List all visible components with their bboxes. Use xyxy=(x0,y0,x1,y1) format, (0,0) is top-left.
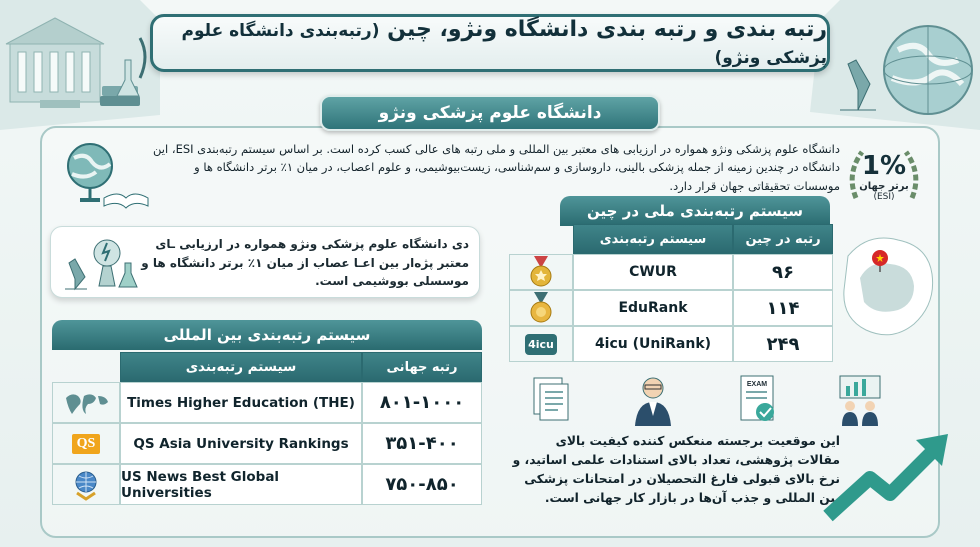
col-system-header: سیستم رتبه‌بندی xyxy=(120,352,362,382)
4icu-logo-text: 4icu xyxy=(525,334,557,355)
system-name: Times Higher Education (THE) xyxy=(120,382,362,423)
4icu-logo xyxy=(509,326,573,362)
col-rank-header: رتبه جهانی xyxy=(362,352,482,382)
rank-value: ۷۵۰-۸۵۰ xyxy=(362,464,482,505)
gold-medal-icon xyxy=(509,254,573,290)
exam-label: EXAM xyxy=(746,381,767,388)
rank-value: ۳۵۱-۴۰۰ xyxy=(362,423,482,464)
rank-value: ۸۰۱-۱۰۰۰ xyxy=(362,382,482,423)
table-row xyxy=(52,464,482,505)
header-spacer xyxy=(509,224,573,254)
top-one-percent-badge xyxy=(842,138,926,214)
international-ranking-table xyxy=(52,352,482,505)
rank-value: ۲۴۹ xyxy=(733,326,833,362)
china-map-icon xyxy=(838,226,938,346)
international-ranking-title: سیستم رتبه‌بندی بین المللی xyxy=(52,320,482,350)
documents-icon xyxy=(520,372,580,428)
professor-icon xyxy=(623,372,683,428)
header-spacer xyxy=(52,352,120,382)
laurel-wreath-icon xyxy=(842,138,926,214)
lab-equipment-icon xyxy=(59,233,147,293)
world-map-icon xyxy=(52,382,120,423)
table-row xyxy=(508,326,833,362)
university-building-illustration xyxy=(0,0,160,130)
globe-microscope-illustration xyxy=(810,0,980,130)
globe-award-icon xyxy=(52,464,120,505)
growth-arrow-icon xyxy=(820,420,960,530)
national-ranking-table xyxy=(508,224,833,362)
table-row xyxy=(52,382,482,423)
col-rank-header: رتبه در چین xyxy=(733,224,833,254)
rank-value: ۱۱۴ xyxy=(733,290,833,326)
silver-medal-icon xyxy=(509,290,573,326)
system-name: 4icu (UniRank) xyxy=(573,326,733,362)
national-header-row xyxy=(508,224,833,254)
system-name: CWUR xyxy=(573,254,733,290)
col-system-header: سیستم رتبه‌بندی xyxy=(573,224,733,254)
title-text: رتبه بندی و رتبه بندی دانشگاه ونژو، چین xyxy=(387,16,827,42)
conclusion-text: این موقعیت برجسته منعکس کننده کیفیت بالای مقالات پژوهشی، تعداد بالای استنادات علمی اساتید، و نرخ بالای قبولی فارغ التحصیلان در امتحانات پزشکی بین المللی و جذب آن‌ها در بازار کار جهانی است. xyxy=(512,434,840,506)
intro-paragraph: دانشگاه علوم پزشکی ونژو همواره در ارزیابی های معتبر بین المللی و ملی رتبه های عالی کسب کرده است. بر اساس سیستم رتبه‌بندی ESI، این دانشگاه در چندین زمینه از جمله پزشکی بالینی، داروسازی و سم‌شناسی، زیست‌بیوشیمی، و علوم اعصاب، در میان ۱٪ برتر دانشگاه ها و موسسات تحقیقاتی جهان قرار دارد. xyxy=(153,142,840,193)
summary-callout xyxy=(50,226,480,298)
badge-percent: 1% xyxy=(861,150,907,181)
table-row xyxy=(508,290,833,326)
badge-source: (ESI) xyxy=(873,191,895,202)
qs-logo-text: QS xyxy=(72,434,101,454)
exam-icon xyxy=(727,372,787,428)
system-name: US News Best Global Universities xyxy=(120,464,362,505)
page-title-banner xyxy=(150,14,830,72)
callout-text: دی دانشگاه علوم پزشکی ونژو همواره در ارزیابی ‌ـای معتبر پژه‌ار بین اعـا عصاب از میان ۱٪ برتر دانشگاه ها و موسسلی بووشیمی است. xyxy=(141,237,469,289)
system-name: EduRank xyxy=(573,290,733,326)
table-row xyxy=(508,254,833,290)
globe-book-icon xyxy=(60,138,150,212)
title-subtitle: (رتبه‌بندی دانشگاه علوم پزشکی ونژو) xyxy=(181,20,827,68)
qs-logo xyxy=(52,423,120,464)
rank-value: ۹۶ xyxy=(733,254,833,290)
national-ranking-title: سیستم رتبه‌بندی ملی در چین xyxy=(560,196,830,226)
international-header-row xyxy=(52,352,482,382)
page-title xyxy=(153,16,827,71)
table-row xyxy=(52,423,482,464)
system-name: QS Asia University Rankings xyxy=(120,423,362,464)
badge-label: برتر جهان xyxy=(859,180,909,192)
university-name-band: دانشگاه علوم پزشکی ونژو xyxy=(320,95,660,131)
